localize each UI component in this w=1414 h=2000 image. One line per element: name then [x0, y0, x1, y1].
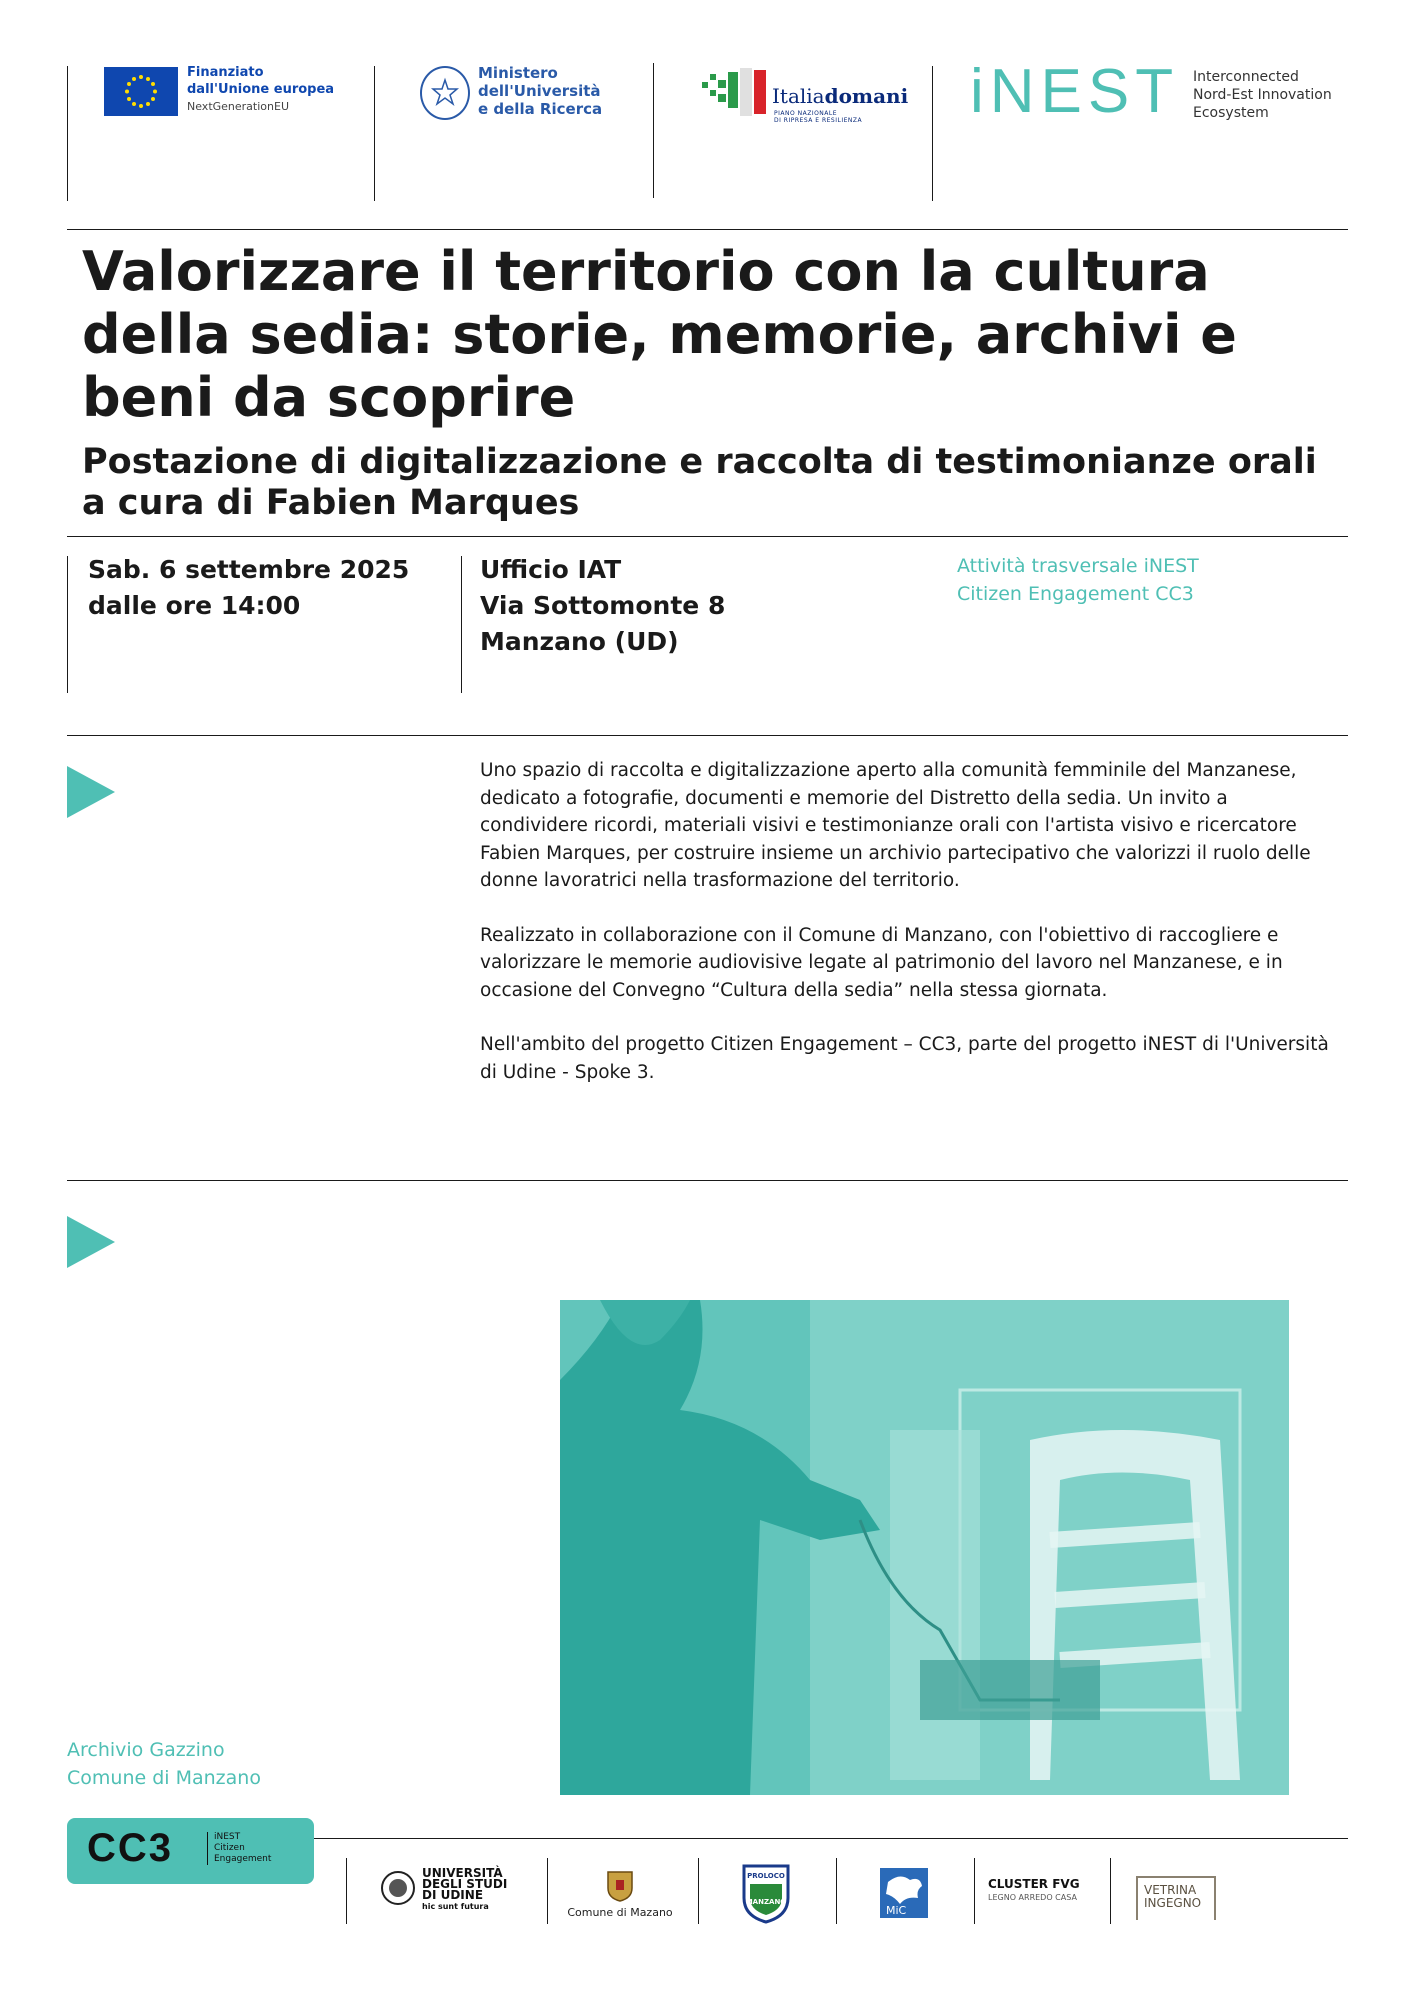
description-paragraph: Realizzato in collaborazione con il Comune di Manzano, con l'obiettivo di raccogliere e valorizzare le memorie audiovisive legate al patrimonio del lavoro nel Manzanese, e in occasione del Convegno “Cultura della sedia” nella stessa giornata. — [480, 924, 1283, 1001]
italian-republic-emblem-icon — [420, 66, 470, 120]
divider — [67, 556, 68, 693]
event-description — [480, 757, 1330, 1113]
event-date: Sab. 6 settembre 2025 dalle ore 14:00 — [88, 555, 410, 620]
photo-caption: Archivio Gazzino Comune di Manzano — [67, 1739, 261, 1789]
divider — [67, 536, 1348, 537]
eu-flag-logo — [104, 67, 178, 116]
divider — [932, 66, 933, 201]
divider — [547, 1858, 548, 1924]
divider — [698, 1858, 699, 1924]
inest-wordmark: iNEST — [970, 57, 1180, 126]
uniud-seal-icon — [380, 1870, 416, 1906]
italiadomani-subtitle: PIANO NAZIONALE DI RIPRESA E RESILIENZA — [774, 110, 863, 124]
description-paragraph: Nell'ambito del progetto Citizen Engagement – CC3, parte del progetto iNEST di l'Università di Udine - Spoke 3. — [480, 1034, 1329, 1083]
vetrina-ingegno-logo: VETRINA INGEGNO — [1136, 1876, 1216, 1920]
page-subtitle: Postazione di digitalizzazione e raccolta di testimonianze orali a cura di Fabien Marques — [82, 442, 1317, 523]
divider — [653, 63, 654, 198]
inest-tagline: Interconnected Nord-Est Innovation Ecosystem — [1193, 69, 1332, 121]
svg-text:MiC: MiC — [886, 1904, 907, 1917]
cluster-fvg-logo: CLUSTER FVG LEGNO ARREDO CASA — [988, 1877, 1080, 1902]
svg-text:MANZANO: MANZANO — [745, 1898, 787, 1906]
divider — [461, 556, 462, 693]
italiadomani-pixel-flag-icon — [702, 68, 772, 118]
divider — [67, 66, 68, 201]
play-triangle-icon — [67, 1216, 115, 1268]
mic-logo — [880, 1868, 928, 1922]
divider — [67, 735, 1348, 736]
svg-text:PROLOCO: PROLOCO — [747, 1872, 785, 1880]
divider — [67, 1180, 1348, 1181]
divider — [346, 1858, 347, 1924]
proloco-shield-icon — [740, 1862, 792, 1924]
activity-label: Attività trasversale iNEST Citizen Engagement CC3 — [957, 555, 1199, 605]
divider — [67, 229, 1348, 230]
description-paragraph: Uno spazio di raccolta e digitalizzazione aperto alla comunità femminile del Manzanese, dedicato a fotografie, documenti e memorie del Distretto della sedia. Un invito a condividere ricordi, materiali visivi e testimonianze orali con l'artista visivo e ricercatore Fabien Marques, per costruire insieme un archivio partecipativo che valorizzi il ruolo delle donne lavoratrici nella trasformazione del territorio. — [480, 760, 1311, 891]
divider — [374, 66, 375, 201]
page-title: Valorizzare il territorio con la cultura della sedia: storie, memorie, archivi e beni da scoprire — [82, 240, 1237, 429]
archive-photo — [560, 1300, 1289, 1795]
divider — [974, 1858, 975, 1924]
divider — [836, 1858, 837, 1924]
cc3-logo: CC3 iNEST Citizen Engagement — [67, 1818, 314, 1884]
divider — [1110, 1858, 1111, 1924]
mic-emblem-icon — [880, 1868, 928, 1918]
play-triangle-icon — [67, 766, 115, 818]
italiadomani-wordmark: Italiadomani — [772, 84, 909, 108]
comune-manzano-logo: Comune di Mazano — [560, 1870, 680, 1919]
manzano-crest-icon — [606, 1870, 634, 1902]
proloco-manzano-logo — [740, 1862, 792, 1928]
event-location: Ufficio IAT Via Sottomonte 8 Manzano (UD) — [480, 555, 726, 656]
mur-logo-text: Ministero dell'Università e della Ricerca — [478, 64, 603, 118]
eu-funding-text: Finanziato dall'Unione europea NextGenerationEU — [187, 65, 335, 113]
